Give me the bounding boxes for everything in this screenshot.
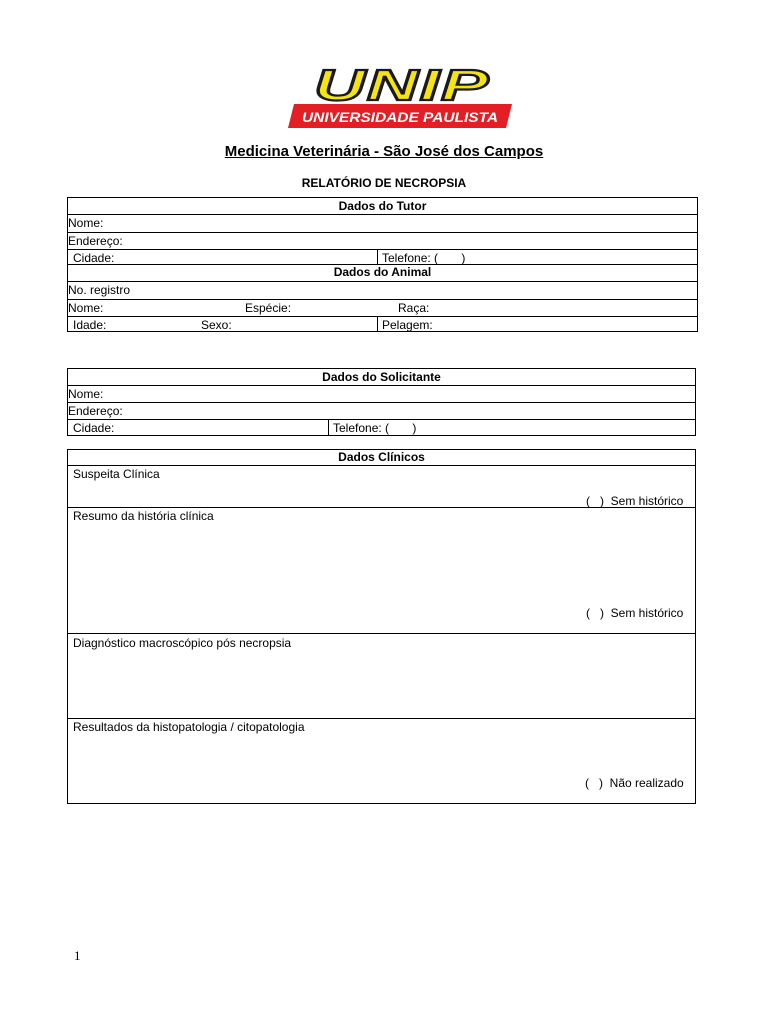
animal-age-field[interactable]: Idade: (73, 318, 107, 332)
row-divider (67, 633, 696, 634)
animal-breed-field[interactable]: Raça: (398, 301, 430, 315)
clinical-history-summary-field[interactable]: Resumo da história clínica (73, 509, 214, 523)
logo-tagline-text: UNIVERSIDADE PAULISTA (302, 109, 498, 125)
macroscopic-diagnosis-field[interactable]: Diagnóstico macroscópico pós necropsia (73, 636, 292, 650)
report-title: RELATÓRIO DE NECROPSIA (301, 176, 467, 190)
cell-divider (377, 316, 378, 332)
requester-address-field[interactable]: Endereço: (68, 404, 123, 418)
requester-name-field[interactable]: Nome: (68, 387, 104, 401)
row-divider (67, 385, 696, 386)
row-divider (67, 232, 698, 233)
row-divider (67, 249, 698, 250)
tutor-address-field[interactable]: Endereço: (68, 234, 123, 248)
row-divider (67, 465, 696, 466)
animal-section-heading: Dados do Animal (333, 265, 432, 279)
animal-name-field[interactable]: Nome: (68, 301, 104, 315)
row-divider (67, 214, 698, 215)
suspicion-no-history-checkbox[interactable]: ( ) Sem histórico (586, 494, 684, 508)
animal-species-field[interactable]: Espécie: (245, 301, 292, 315)
requester-section-heading: Dados do Solicitante (322, 370, 441, 384)
results-not-performed-checkbox[interactable]: ( ) Não realizado (585, 776, 684, 790)
page-number: 1 (74, 948, 81, 963)
histopathology-results-field[interactable]: Resultados da histopatologia / citopatologia (73, 720, 305, 734)
animal-registry-field[interactable]: No. registro (68, 283, 131, 297)
history-no-history-checkbox[interactable]: ( ) Sem histórico (586, 606, 684, 620)
requester-phone-field[interactable]: Telefone: ( ) (333, 421, 417, 435)
cell-divider (377, 249, 378, 264)
row-divider (67, 299, 698, 300)
clinical-suspicion-field[interactable]: Suspeita Clínica (73, 467, 160, 481)
unip-logo (284, 62, 514, 132)
tutor-phone-field[interactable]: Telefone: ( ) (382, 251, 466, 265)
clinical-section-heading: Dados Clínicos (338, 450, 425, 464)
animal-coat-field[interactable]: Pelagem: (382, 318, 433, 332)
tutor-city-field[interactable]: Cidade: (73, 251, 115, 265)
animal-sex-field[interactable]: Sexo: (201, 318, 232, 332)
row-divider (67, 402, 696, 403)
tutor-name-field[interactable]: Nome: (68, 216, 104, 230)
row-divider (67, 316, 698, 317)
row-divider (67, 419, 696, 420)
row-divider (67, 281, 698, 282)
logo-brand-text: UNIP (314, 62, 490, 110)
row-divider (67, 718, 696, 719)
requester-city-field[interactable]: Cidade: (73, 421, 115, 435)
cell-divider (328, 419, 329, 436)
page-title: Medicina Veterinária - São José dos Campos (224, 143, 544, 160)
tutor-section-heading: Dados do Tutor (338, 199, 427, 213)
